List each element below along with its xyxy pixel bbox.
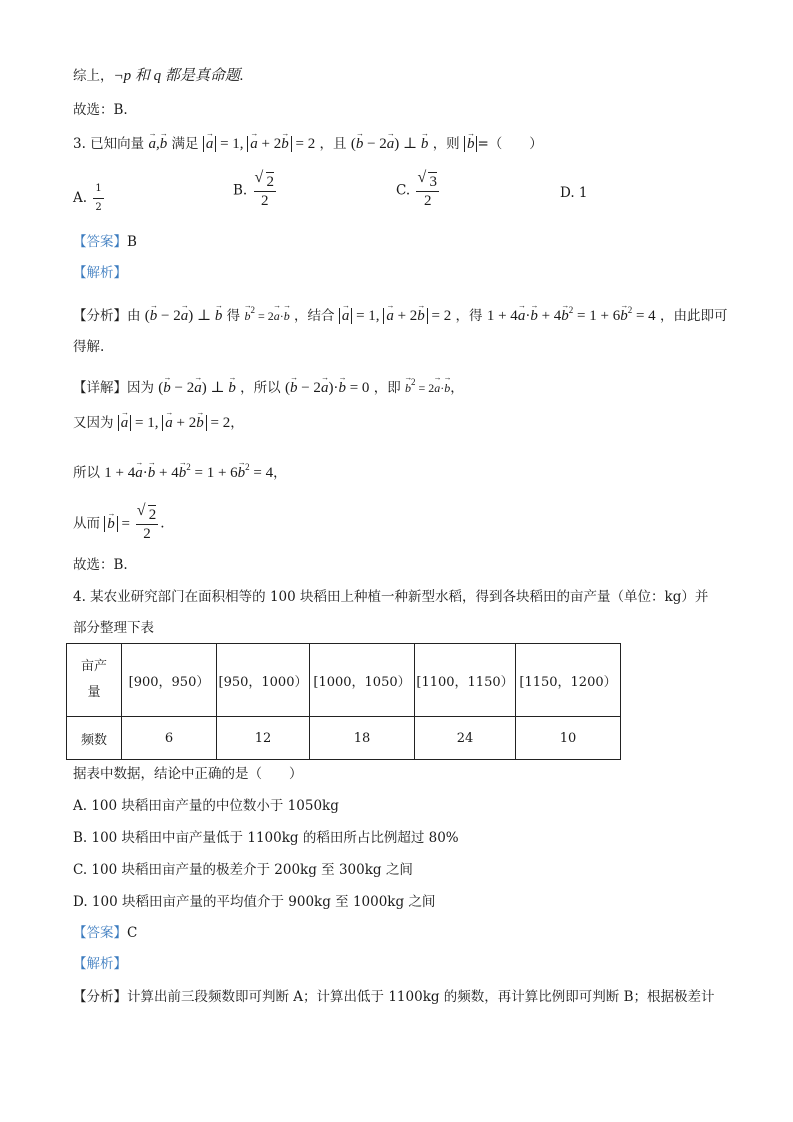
answer-4: 【答案】C <box>73 925 138 941</box>
detail-3: 【详解】因为 (→ b − 2→ a) ⊥ → b ，所以 (→ b − 2→ a)·→ b = 0 ，即 → $b^2 = 2\to a\cdot\to b$， <box>73 372 464 398</box>
q4-option-d: D. 100 块稻田亩产量的平均值介于 900kg 至 1000kg 之间 <box>73 894 436 910</box>
q3-option-c: C. √ $\frac{3}{2}$ <box>396 172 441 210</box>
analysis-3-fenxi: 【分析】由 (→ b − 2→ a) ⊥ → b 得 → $b^2 = 2\to a\cdot\to b$ ，结合 → a = 1, → a + 2→ b = 2 ，得 $1 + 4\to a\cdot\to b + 4\to b^2 = 1 + 6\to b^2 = 4$ ，由此即可 <box>73 300 727 326</box>
table-row <box>67 717 621 760</box>
q4-option-b: B. 100 块稻田中亩产量低于 1100kg 的稻田所占比例超过 80% <box>73 830 459 846</box>
summary-line: 综上，¬p 和 q 都是真命题. <box>73 68 244 84</box>
question-4-line1: 4. 某农业研究部门在面积相等的 100 块稻田上种植一种新型水稻，得到各块稻田的亩产量（单位：kg）并 <box>73 589 709 605</box>
detail-3-congre: 从而 → b = √ $\frac{2}{2}$ . <box>73 505 165 543</box>
table-cell: 6 <box>122 717 217 760</box>
table-cell: 18 <box>310 717 415 760</box>
table-header-cell: 频数 <box>67 717 122 760</box>
q3-option-a: A. $\frac{1}{2}$ <box>73 180 106 217</box>
detail-3-suoyi: 所以 $1 + 4\to a\cdot\to b + 4\to b^2 = 1 + 6\to b^2 = 4$， <box>73 457 287 483</box>
table-row <box>67 644 621 717</box>
analysis-3-cont: 得解. <box>73 339 105 355</box>
q3-option-b: B. √ $\frac{2}{2}$ <box>233 172 278 210</box>
table-cell: 12 <box>217 717 310 760</box>
table-cell: 10 <box>516 717 621 760</box>
q4-option-c: C. 100 块稻田亩产量的极差介于 200kg 至 300kg 之间 <box>73 862 413 878</box>
table-cell: [1150，1200） <box>516 644 621 717</box>
table-cell: [900，950） <box>122 644 217 717</box>
table-cell: [950，1000） <box>217 644 310 717</box>
analysis-3-tag: 【解析】 <box>73 265 127 281</box>
analysis-4-fenxi: 【分析】计算出前三段频数即可判断 A；计算出低于 1100kg 的频数，再计算比例即可判断 B；根据极差计 <box>73 989 715 1005</box>
table-cell: [1100，1150） <box>415 644 516 717</box>
choose-line-1: 故选：B. <box>73 102 128 118</box>
q4-option-a: A. 100 块稻田亩产量的中位数小于 1050kg <box>73 798 339 814</box>
choose-line-2: 故选：B. <box>73 557 128 573</box>
q3-option-d: D. 1 <box>560 185 588 201</box>
question-4-line2: 部分整理下表 <box>73 620 154 636</box>
table-cell: 24 <box>415 717 516 760</box>
yield-table <box>66 643 621 760</box>
table-header-cell: 亩产 量 <box>67 644 122 717</box>
answer-3: 【答案】B <box>73 234 137 250</box>
table-cell: [1000，1050） <box>310 644 415 717</box>
detail-3-yin: 又因为 → a = 1, → a + 2→ b = 2， <box>73 413 244 433</box>
analysis-4-tag: 【解析】 <box>73 956 127 972</box>
question-4-prompt: 据表中数据，结论中正确的是（ ） <box>73 766 303 782</box>
question-3: 3. 已知向量 → a,→ b 满足 → a = 1, → a + 2→ b = 2 ，且 (→ b − 2→ a) ⊥ → b ，则 → b =（ ） <box>73 134 543 154</box>
